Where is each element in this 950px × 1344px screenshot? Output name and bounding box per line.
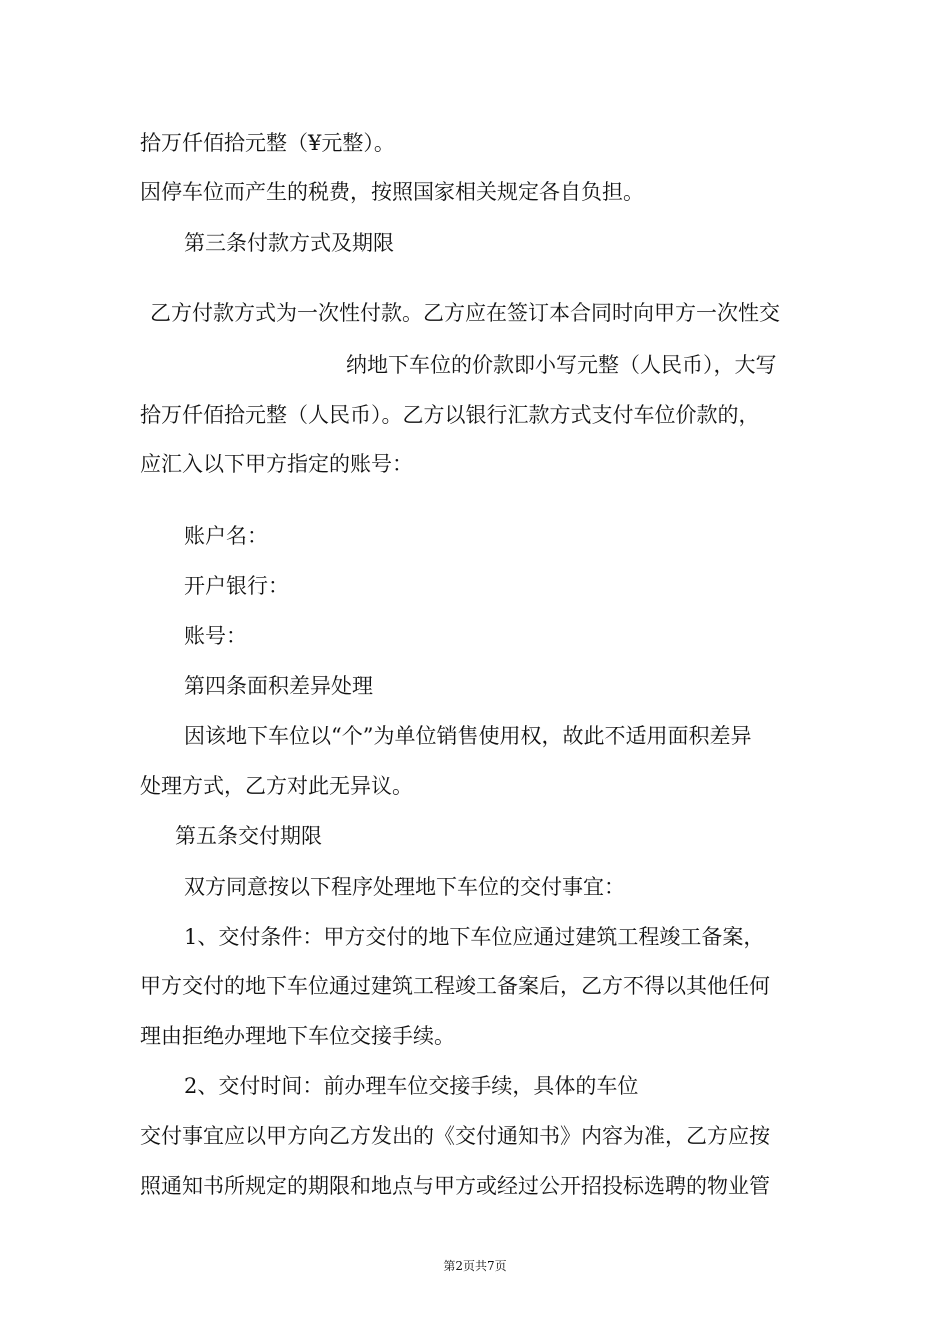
account-name-label: 账户名：	[184, 524, 268, 548]
bank-name-label: 开户银行：	[184, 574, 289, 598]
text-line: 理由拒绝办理地下车位交接手续。	[140, 1024, 455, 1048]
text-line: 甲方交付的地下车位通过建筑工程竣工备案后，乙方不得以其他任何	[140, 974, 770, 998]
text-line: 因停车位而产生的税费，按照国家相关规定各自负担。	[140, 180, 644, 204]
section-heading: 第三条付款方式及期限	[184, 231, 394, 255]
text-line: 双方同意按以下程序处理地下车位的交付事宜：	[184, 875, 625, 899]
text-line: 处理方式，乙方对此无异议。	[140, 774, 413, 798]
page-number: 第2页共7页	[443, 1259, 507, 1273]
text-line: 拾万仟佰拾元整（¥元整）。	[140, 131, 395, 155]
text-line: 1、交付条件：甲方交付的地下车位应通过建筑工程竣工备案，	[184, 925, 765, 949]
section-heading: 第四条面积差异处理	[184, 674, 373, 698]
text-line: 照通知书所规定的期限和地点与甲方或经过公开招投标选聘的物业管	[140, 1174, 770, 1198]
text-line: 2、交付时间：前办理车位交接手续，具体的车位	[184, 1074, 639, 1098]
text-line: 拾万仟佰拾元整（人民币）。乙方以银行汇款方式支付车位价款的，	[140, 403, 760, 427]
text-line: 乙方付款方式为一次性付款。乙方应在签订本合同时向甲方一次性交	[150, 301, 780, 325]
account-number-label: 账号：	[184, 624, 247, 648]
text-line: 因该地下车位以“个”为单位销售使用权，故此不适用面积差异	[184, 724, 752, 748]
text-line: 纳地下车位的价款即小写元整（人民币），大写	[346, 353, 777, 377]
text-line: 应汇入以下甲方指定的账号：	[140, 452, 413, 476]
section-heading: 第五条交付期限	[175, 824, 322, 848]
text-line: 交付事宜应以甲方向乙方发出的《交付通知书》内容为准，乙方应按	[140, 1124, 770, 1148]
